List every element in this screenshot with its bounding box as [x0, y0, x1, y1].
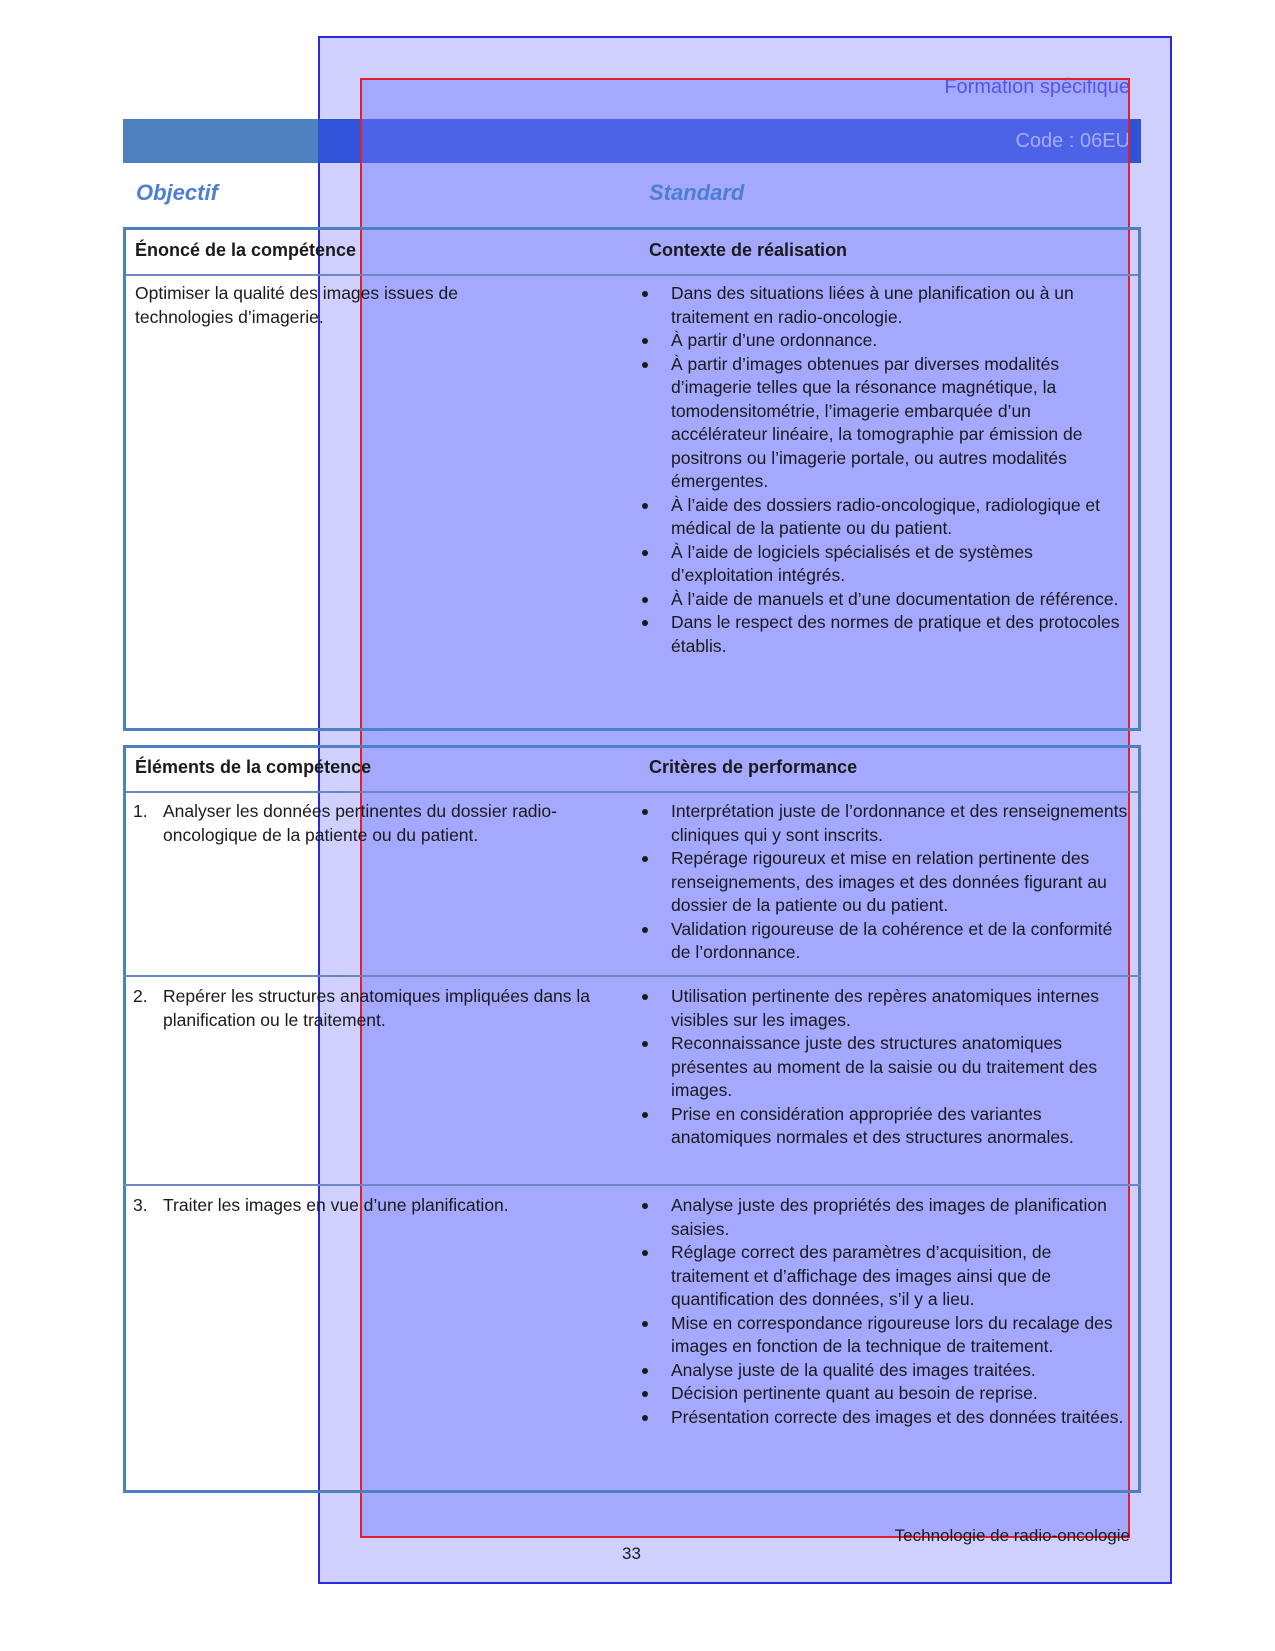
element-number: 2. [133, 986, 148, 1006]
bullet-icon [642, 994, 648, 1000]
elements-header: Éléments de la compétence [135, 757, 372, 777]
element-text: Analyser les données pertinentes du dossier radio-oncologique de la patiente ou du patient. [163, 801, 557, 845]
criteria-list-2 [641, 985, 1131, 1150]
context-item: Dans des situations liées à une planification ou à un traitement en radio-oncologie. [671, 283, 1074, 327]
bullet-icon [642, 927, 648, 933]
bullet-icon [642, 550, 648, 556]
list-item [641, 588, 1131, 612]
criteria-list-1 [641, 800, 1131, 965]
list-item [641, 918, 1131, 965]
bullet-icon [642, 1112, 648, 1118]
bullet-icon [642, 809, 648, 815]
context-item: À l’aide des dossiers radio-oncologique, radiologique et médical de la patiente ou du patient. [671, 494, 1101, 538]
element-number: 3. [133, 1195, 148, 1215]
row-divider [123, 975, 1141, 977]
bullet-icon [642, 503, 648, 509]
context-list [641, 282, 1131, 658]
element-item-1 [133, 800, 603, 847]
list-item [641, 1312, 1131, 1359]
list-item [641, 1194, 1131, 1241]
list-item [641, 1032, 1131, 1103]
list-item [641, 1241, 1131, 1312]
list-item [641, 282, 1131, 329]
bullet-icon [642, 338, 648, 344]
list-item [641, 329, 1131, 353]
bullet-icon [642, 291, 648, 297]
bullet-icon [642, 1041, 648, 1047]
criterion: Mise en correspondance rigoureuse lors du recalage des images en fonction de la technique de traitement. [671, 1312, 1113, 1356]
criterion: Prise en considération appropriée des variantes anatomiques normales et des structures anormales. [671, 1103, 1074, 1147]
list-item [641, 541, 1131, 588]
criterion: Réglage correct des paramètres d’acquisition, de traitement et d’affichage des images ainsi que de quantification des données, s’il y a lieu. [671, 1242, 1052, 1309]
performance-criteria-header: Critères de performance [649, 757, 858, 777]
page-header-title: Formation spécifique [944, 76, 1130, 98]
page-number: 33 [622, 1544, 641, 1563]
criterion: Interprétation juste de l’ordonnance et des renseignements cliniques qui y sont inscrits. [671, 801, 1128, 845]
bullet-icon [642, 856, 648, 862]
criterion: Présentation correcte des images et des données traitées. [671, 1406, 1124, 1427]
list-item [641, 847, 1131, 918]
objective-heading: Objectif [136, 180, 218, 205]
course-code: Code : 06EU [1015, 130, 1130, 152]
criterion: Utilisation pertinente des repères anatomiques internes visibles sur les images. [671, 986, 1100, 1030]
bullet-icon [642, 362, 648, 368]
context-header: Contexte de réalisation [649, 240, 848, 260]
bullet-icon [642, 1368, 648, 1374]
criterion: Analyse juste des propriétés des images de planification saisies. [671, 1195, 1107, 1239]
list-item [641, 611, 1131, 658]
bullet-icon [642, 597, 648, 603]
list-item [641, 1406, 1131, 1430]
criterion: Analyse juste de la qualité des images traitées. [671, 1359, 1036, 1380]
element-item-2 [133, 985, 603, 1032]
criterion: Validation rigoureuse de la cohérence et de la conformité de l’ordonnance. [671, 918, 1113, 962]
element-item-3 [133, 1194, 603, 1218]
list-item [641, 800, 1131, 847]
element-text: Traiter les images en vue d’une planification. [163, 1195, 509, 1215]
criterion: Décision pertinente quant au besoin de reprise. [671, 1383, 1038, 1403]
criterion: Repérage rigoureux et mise en relation pertinente des renseignements, des images et des données figurant au dossier de la patiente ou du patient. [671, 848, 1107, 915]
element-text: Repérer les structures anatomiques impliquées dans la planification ou le traitement. [163, 986, 591, 1030]
context-item: À l’aide de manuels et d’une documentation de référence. [671, 588, 1119, 609]
criterion: Reconnaissance juste des structures anatomiques présentes au moment de la saisie ou du traitement des images. [671, 1033, 1098, 1100]
list-item [641, 1103, 1131, 1150]
bullet-icon [642, 1250, 648, 1256]
context-item: À partir d’une ordonnance. [671, 330, 878, 350]
competency-header-divider [126, 274, 1138, 276]
element-number: 1. [133, 801, 148, 821]
competency-statement-header: Énoncé de la compétence [135, 240, 357, 260]
standard-heading: Standard [649, 180, 745, 205]
context-item: À partir d’images obtenues par diverses modalités d’imagerie telles que la résonance magnétique, la tomodensitométrie, l’imagerie embarquée d’un accélérateur linéaire, la tomographie par émission de positrons ou l’imagerie portale, ou autres modalités émergentes. [671, 353, 1083, 491]
bullet-icon [642, 1391, 648, 1397]
list-item [641, 985, 1131, 1032]
criteria-list-3 [641, 1194, 1131, 1429]
competency-statement: Optimiser la qualité des images issues de technologies d’imagerie. [135, 283, 458, 327]
list-item [641, 1359, 1131, 1383]
list-item [641, 353, 1131, 494]
bullet-icon [642, 1203, 648, 1209]
bullet-icon [642, 620, 648, 626]
elements-header-divider [126, 791, 1138, 793]
list-item [641, 494, 1131, 541]
context-item: Dans le respect des normes de pratique et des protocoles établis. [671, 612, 1120, 656]
footer-program: Technologie de radio-oncologie [894, 1526, 1130, 1545]
bullet-icon [642, 1321, 648, 1327]
list-item [641, 1382, 1131, 1406]
row-divider [123, 1184, 1141, 1186]
context-item: À l’aide de logiciels spécialisés et de systèmes d’exploitation intégrés. [671, 541, 1033, 585]
bullet-icon [642, 1415, 648, 1421]
